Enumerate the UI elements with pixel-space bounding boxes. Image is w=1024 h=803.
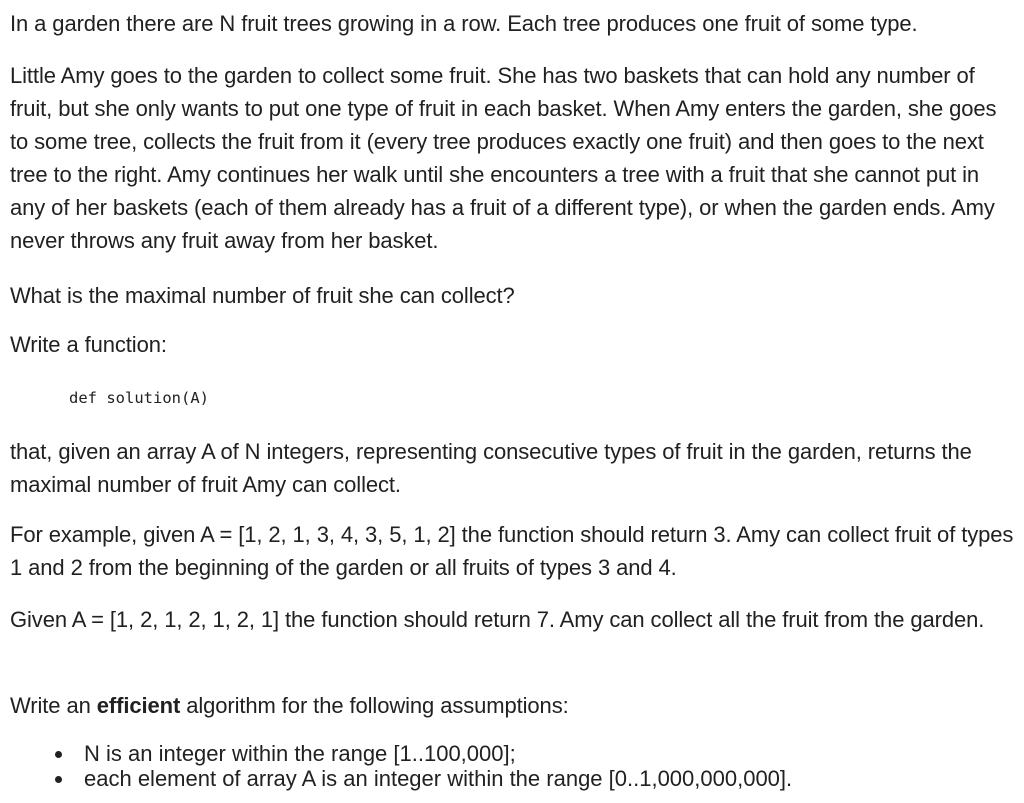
- assumption-text: N is an integer within the range [1..100,000];: [84, 741, 516, 766]
- assumptions-list: [50, 741, 1000, 791]
- question-paragraph: What is the maximal number of fruit she can collect?: [10, 283, 515, 308]
- function-signature-code: def solution(A): [69, 389, 209, 407]
- assumption-item: [50, 766, 1000, 791]
- story-paragraph: Little Amy goes to the garden to collect some fruit. She has two baskets that can hold any number of fruit, but she only wants to put one type of fruit in each basket. When Amy enters the garden, she goes to some tree, collects the fruit from it (every tree produces exactly one fruit) and then goes to the next tree to the right. Amy continues her walk until she encounters a tree with a fruit that she cannot put in any of her baskets (each of them already has a fruit of a different type), or when the garden ends. Amy never throws any fruit away from her basket.: [10, 63, 997, 253]
- bullet-icon: [55, 776, 62, 783]
- description-paragraph: that, given an array A of N integers, representing consecutive types of fruit in the garden, returns the maximal number of fruit Amy can collect.: [10, 439, 972, 497]
- intro-paragraph: In a garden there are N fruit trees growing in a row. Each tree produces one fruit of some type.: [10, 11, 918, 36]
- assumption-text: each element of array A is an integer within the range [0..1,000,000,000].: [84, 766, 793, 791]
- efficient-keyword: efficient: [96, 693, 181, 718]
- bullet-icon: [55, 751, 62, 758]
- efficiency-paragraph: [10, 689, 1020, 722]
- assumption-item: [50, 741, 1000, 766]
- efficiency-suffix: algorithm for the following assumptions:: [180, 693, 569, 718]
- write-function-paragraph: Write a function:: [10, 332, 167, 357]
- example-2-paragraph: Given A = [1, 2, 1, 2, 1, 2, 1] the function should return 7. Amy can collect all the fruit from the garden.: [10, 607, 985, 632]
- efficiency-prefix: Write an: [10, 693, 97, 718]
- example-1-paragraph: For example, given A = [1, 2, 1, 3, 4, 3, 5, 1, 2] the function should return 3. Amy can collect fruit of types 1 and 2 from the beginning of the garden or all fruits of types 3 and 4.: [10, 522, 1014, 580]
